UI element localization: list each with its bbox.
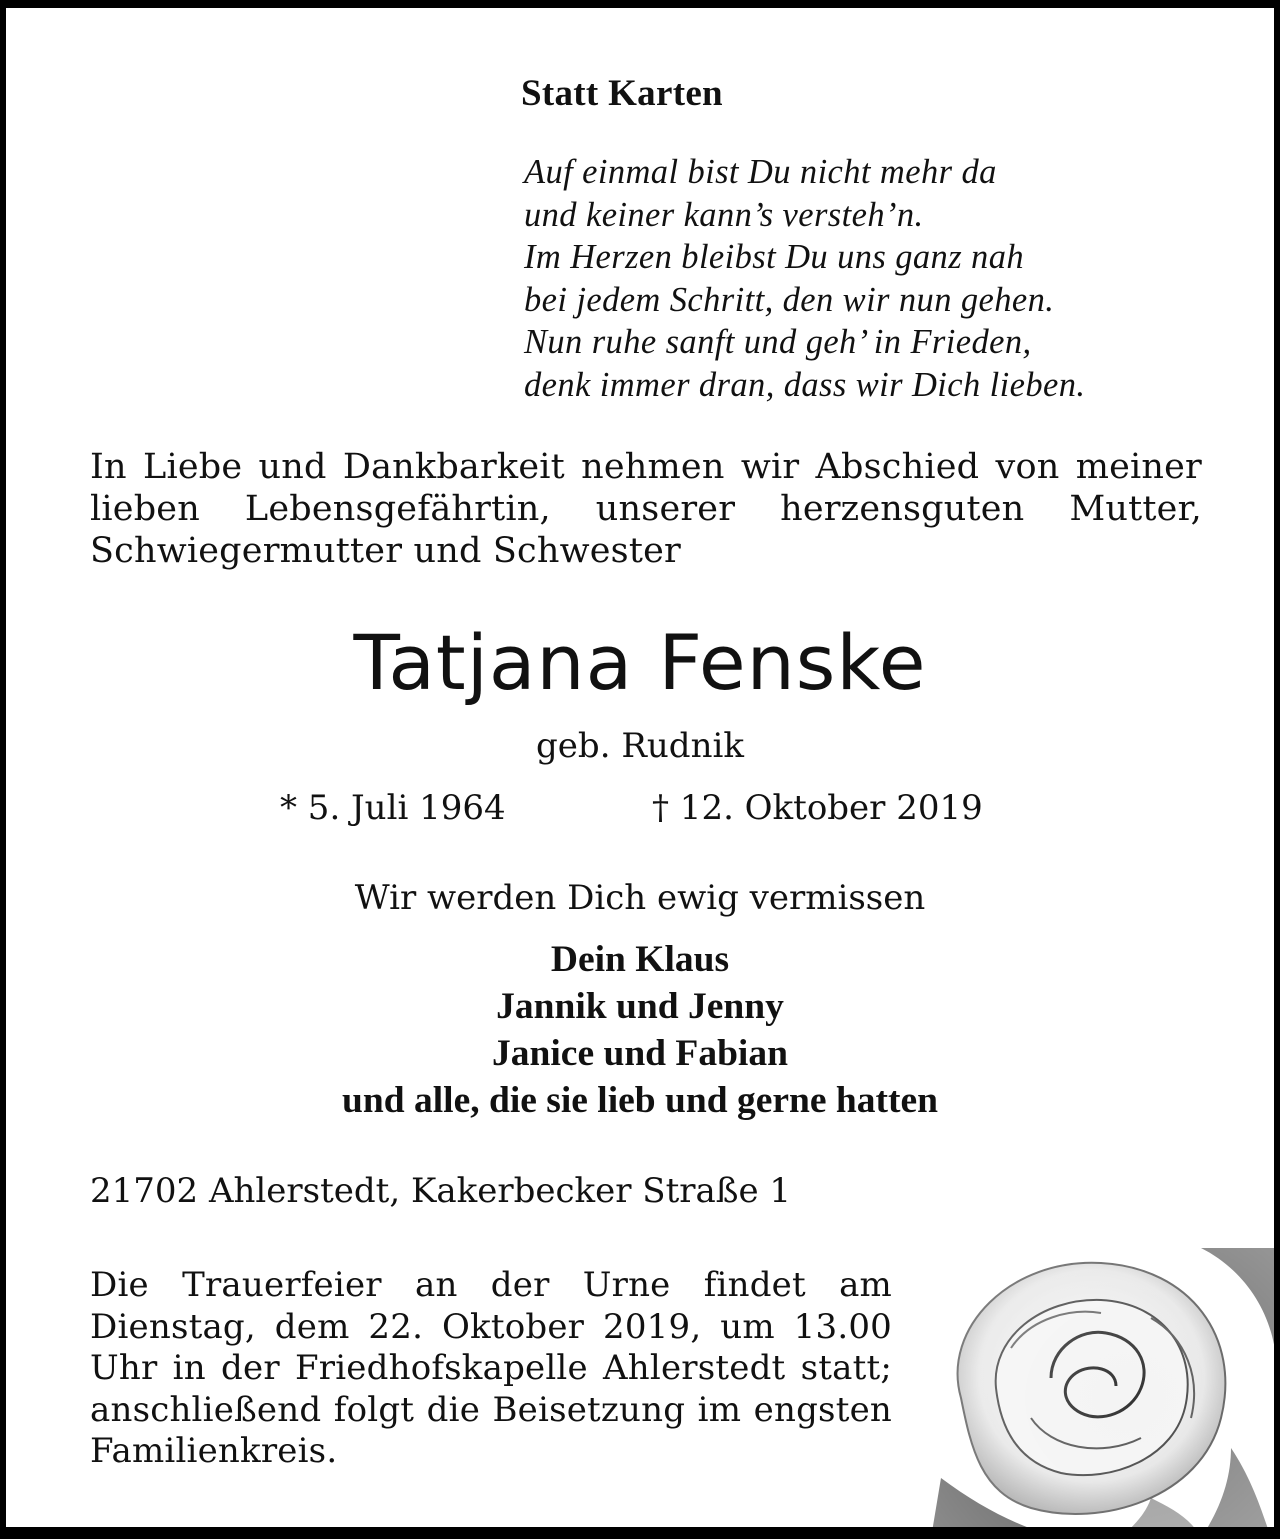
poem-line: bei jedem Schritt, den wir nun gehen. [524, 280, 1055, 319]
mourner: Jannik und Jenny [496, 986, 784, 1027]
intro-text: In Liebe und Dankbarkeit nehmen wir Abschied von meiner lieben Lebensgefährtin, unserer herzensguten Mutter, Schwiegermutter und Schwester [90, 447, 1202, 571]
ceremony-info: Die Trauerfeier an der Urne findet am Dienstag, dem 22. Oktober 2019, um 13.00 Uhr in der Friedhofskapelle Ahlerstedt statt; anschließend folgt die Beisetzung im engsten Familienkreis. [90, 1265, 892, 1471]
rose-image [901, 1188, 1280, 1538]
poem-line: Nun ruhe sanft und geh’ in Frieden, [524, 323, 1032, 361]
mourner: Dein Klaus [550, 939, 730, 980]
maiden-name: geb. Rudnik [536, 726, 744, 766]
deceased-name: Tatjana Fenske [353, 618, 927, 707]
poem [524, 151, 1224, 406]
poem-line: Auf einmal bist Du nicht mehr da [524, 153, 997, 191]
farewell-line: Wir werden Dich ewig vermissen [354, 878, 926, 918]
address: 21702 Ahlerstedt, Kakerbecker Straße 1 [90, 1171, 792, 1211]
mourners-list [6, 936, 1274, 1124]
poem-line: denk immer dran, dass wir Dich lieben. [524, 365, 1086, 404]
death-date: † 12. Oktober 2019 [652, 788, 983, 828]
poem-line: Im Herzen bleibst Du uns ganz nah [524, 238, 1025, 276]
poem-line: und keiner kann’s versteh’n. [524, 195, 924, 234]
mourner: Janice und Fabian [492, 1033, 788, 1074]
mourner: und alle, die sie lieb und gerne hatten [342, 1080, 938, 1121]
header-title: Statt Karten [521, 73, 723, 114]
birth-date: * 5. Juli 1964 [280, 788, 506, 828]
